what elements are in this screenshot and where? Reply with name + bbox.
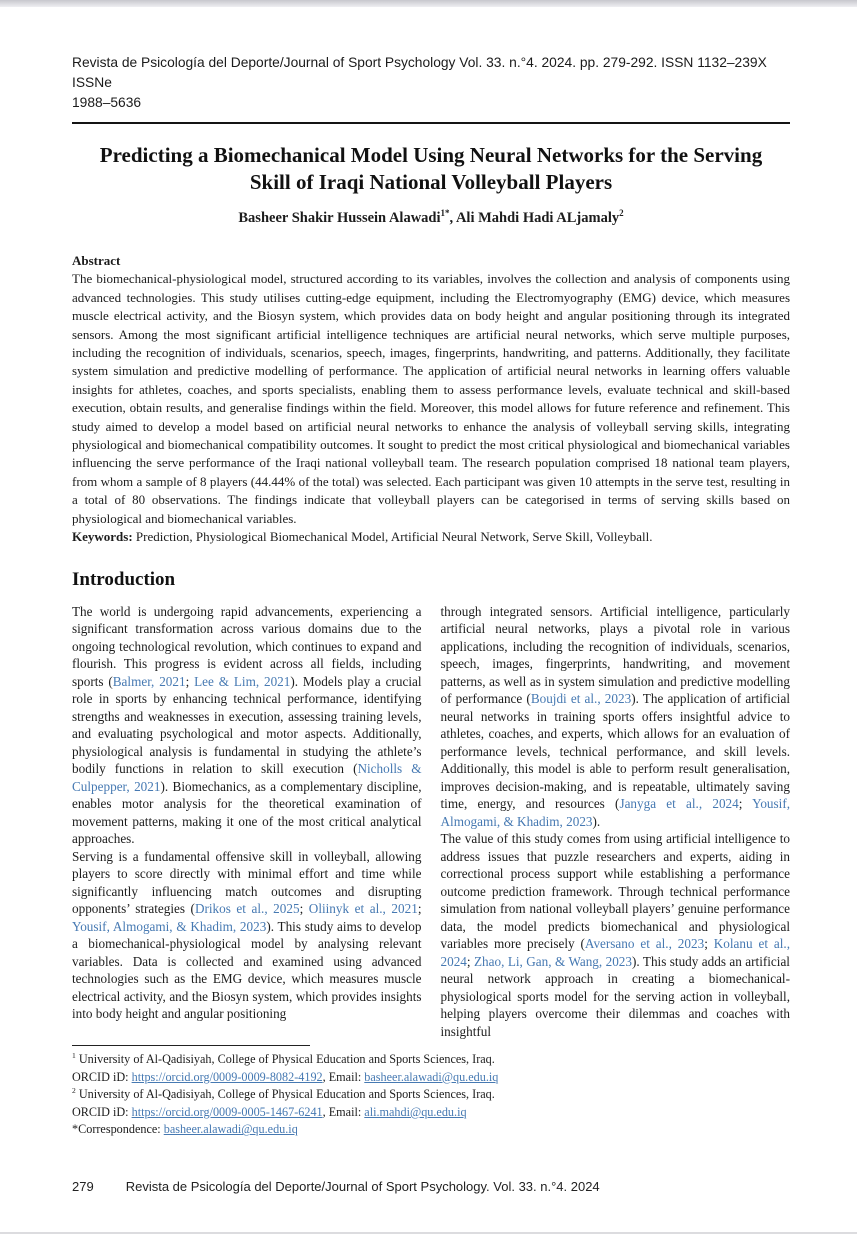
page-footer (72, 1179, 790, 1234)
text-segment: ). The application of artificial neural networks in training sports offers insightful advice to athletes, coaches, and experts, which allows for an evaluation of performance levels, technical performance, and skill levels. Additionally, this model is able to perform result generalisation, improves decision-making, and is repeatable, ultimately saving time, energy, and resources ( (440, 691, 790, 811)
footnote-divider (72, 1045, 310, 1046)
text-segment: ). Biomechanics, as a complementary discipline, enables motor analysis for the theoretical examination of movement patterns, making it one of the most critical analytical approaches. (72, 778, 422, 846)
header-rule (72, 122, 790, 124)
citation-link[interactable]: Zhao, Li, Gan, & Wang, 2023 (473, 953, 632, 969)
paragraph (72, 848, 422, 1023)
citation-link[interactable]: Janyga et al., 2024 (619, 796, 739, 811)
paragraph (441, 603, 791, 831)
text-segment: Basheer Shakir Hussein Alawadi (238, 210, 441, 226)
two-column-body (72, 603, 790, 1041)
text-segment: through integrated sensors. Artificial intelligence, particularly artificial neural networks, plays a pivotal role in various applications, including the recognition of individuals, scenarios, speech, images, fingerprints, handwriting, and movement patterns, as well as in system simulation and predictive modelling of performance ( (440, 603, 790, 706)
citation-link[interactable]: Balmer, 2021 (112, 673, 186, 689)
text-segment: ). Models play a crucial role in sports by enhancing technical performance, identifying strengths and weaknesses in execution, assessing training levels, and evaluating psychological and motor aspects. Additionally, physiological analysis is fundamental in studying the athlete’s bodily functions in relation to skill execution ( (72, 673, 422, 776)
paragraph (72, 603, 422, 848)
text-segment: Serving is a fundamental offensive skill in volleyball, allowing players to score directly with minimal effort and time while significantly influencing match outcomes and disrupting opponents’ strategies ( (72, 848, 422, 916)
text-segment: , Ali Mahdi Hadi ALjamaly (449, 210, 620, 226)
orcid-link-2[interactable]: https://orcid.org/0009-0005-1467-6241 (131, 1104, 323, 1119)
citation-link[interactable]: Yousif, Almogami, & Khadim, 2023 (72, 918, 267, 934)
citation-link[interactable]: Boujdi et al., 2023 (530, 691, 632, 706)
journal-header-line2: 1988–5636 (72, 95, 142, 110)
citation-link[interactable]: Kolanu et al., 2024 (440, 936, 791, 969)
footer-journal-text: Revista de Psicología del Deporte/Journal of Sport Psychology. Vol. 33. n.°4. 2024 (125, 1179, 600, 1194)
text-segment: ; (299, 901, 309, 916)
paragraph (441, 830, 791, 1040)
intro-column-right (441, 603, 791, 1041)
text-segment: The world is undergoing rapid advancements, experiencing a significant transformation across various domains due to the ongoing technological revolution, which continues to expand and flourish. This progress is evident across all fields, including sports ( (72, 603, 422, 689)
correspondence-email-link[interactable]: basheer.alawadi@qu.edu.iq (163, 1122, 298, 1137)
journal-header (72, 53, 790, 113)
superscript-marker: 2 (72, 1086, 76, 1096)
footnote-line (72, 1104, 790, 1122)
page-number: 279 (72, 1179, 94, 1194)
footnote-line (72, 1121, 790, 1139)
text-segment: University of Al-Qadisiyah, College of Physical Education and Sports Sciences, Iraq. (75, 1052, 495, 1066)
citation-link[interactable]: Oliinyk et al., 2021 (308, 901, 418, 916)
citation-link[interactable]: Yousif, Almogami, & Khadim, 2023 (440, 796, 791, 829)
intro-column-left (72, 603, 422, 1041)
footnote-line (72, 1051, 790, 1069)
text-segment: , Email: (322, 1104, 365, 1119)
citation-link[interactable]: Drikos et al., 2025 (194, 901, 300, 916)
text-segment: Prediction, Physiological Biomechanical Model, Artificial Neural Network, Serve Skill, Volleyball. (132, 529, 653, 545)
page-title: Predicting a Biomechanical Model Using Neural Networks for the Serving Skill of Iraqi National Volleyball Players (99, 143, 763, 194)
text-segment: ORCID iD: (72, 1069, 132, 1084)
abstract-section (72, 252, 790, 547)
text-segment: ; (738, 796, 753, 811)
text-segment: ). This study adds an artificial neural network approach in creating a biomechanical-physiological sports model for the serving action in volleyball, helping players overcome their dilemmas and coaches with insightful (440, 953, 790, 1039)
keywords-line (72, 528, 790, 546)
email-link-2[interactable]: ali.mahdi@qu.edu.iq (364, 1104, 467, 1119)
orcid-link-1[interactable]: https://orcid.org/0009-0009-8082-4192 (131, 1069, 323, 1084)
superscript-marker: 2 (619, 208, 624, 219)
footnotes-section (72, 1045, 790, 1139)
citation-link[interactable]: Aversano et al., 2023 (584, 936, 705, 951)
footnote-line (72, 1086, 790, 1104)
abstract-heading: Abstract (72, 253, 121, 268)
text-segment: The value of this study comes from using artificial intelligence to address issues that puzzle researchers and experts, aiding in correctional process support while establishing a performance outcome prediction framework. Through technical performance simulation from national volleyball players’ genuine performance data, the model predicts biomechanical and physiological variables more precisely ( (440, 831, 790, 951)
citation-link[interactable]: Nicholls & Culpepper, 2021 (72, 761, 422, 794)
journal-header-line1: Revista de Psicología del Deporte/Journal of Sport Psychology Vol. 33. n.°4. 2024. pp. 279-292. ISSN 1132–239X ISSNe (72, 55, 767, 90)
email-link-1[interactable]: basheer.alawadi@qu.edu.iq (364, 1069, 499, 1084)
citation-link[interactable]: Lee & Lim, 2021 (194, 673, 291, 689)
text-segment: ; (704, 936, 714, 951)
window-top-edge (0, 0, 857, 7)
text-segment: ). (592, 813, 601, 829)
text-segment: *Correspondence: (72, 1122, 164, 1137)
text-segment: University of Al-Qadisiyah, College of Physical Education and Sports Sciences, Iraq. (75, 1087, 495, 1102)
text-segment: , Email: (322, 1069, 365, 1084)
authors-line (72, 210, 790, 227)
footnote-line (72, 1069, 790, 1087)
superscript-marker: 1 (72, 1050, 76, 1060)
text-segment: ; (417, 901, 422, 916)
text-segment: ; (185, 673, 195, 689)
abstract-body: The biomechanical-physiological model, structured according to its variables, involves the collection and analysis of components using advanced technologies. This study utilises cutting-edge equipment, including the Electromyography (EMG) device, which measures muscle electrical activity, and the Biosyn system, which provides data on body height and angular positioning through its integrated sensors. Among the most significant artificial intelligence techniques are artificial neural networks, which serve multiple purposes, including the recognition of individuals, scenarios, speech, images, fingerprints, handwriting, and patterns. Additionally, they facilitate system simulation and predictive modelling of performance. The application of artificial neural networks in learning offers valuable insights for athletes, coaches, and sports specialists, enabling them to assess performance levels, evaluate technical and skill-based execution, obtain results, and generalise findings within the field. Moreover, this model allows for future reference and refinement. This study aimed to develop a model based on artificial neural networks to enhance the analysis of volleyball serving skills, integrating physiological and biomechanical compatibility outcomes. It sought to predict the most critical physiological and biomechanical variables influencing the serve performance of the Iraqi national volleyball team. The research population comprised 18 national team players, from whom a sample of 8 players (44.44% of the total) was selected. Each participant was given 10 attempts in the serve test, resulting in a total of 80 observations. The findings indicate that volleyball players can be categorised in terms of serving skills based on physiological and biomechanical variables. (72, 271, 790, 526)
text-segment: ORCID iD: (72, 1104, 132, 1119)
superscript-marker: 1* (440, 208, 450, 219)
text-segment: ). This study aims to develop a biomechanical-physiological model by analysing relevant variables. Data is collected and examined using advanced technologies such as the EMG device, which measures muscle electrical activity, and the Biosyn system, which provides insights into body height and angular positioning (72, 918, 422, 1021)
page-content (0, 7, 857, 1234)
text-segment: Keywords: (72, 529, 133, 545)
text-segment: ; (466, 953, 474, 969)
introduction-heading: Introduction (72, 568, 176, 590)
